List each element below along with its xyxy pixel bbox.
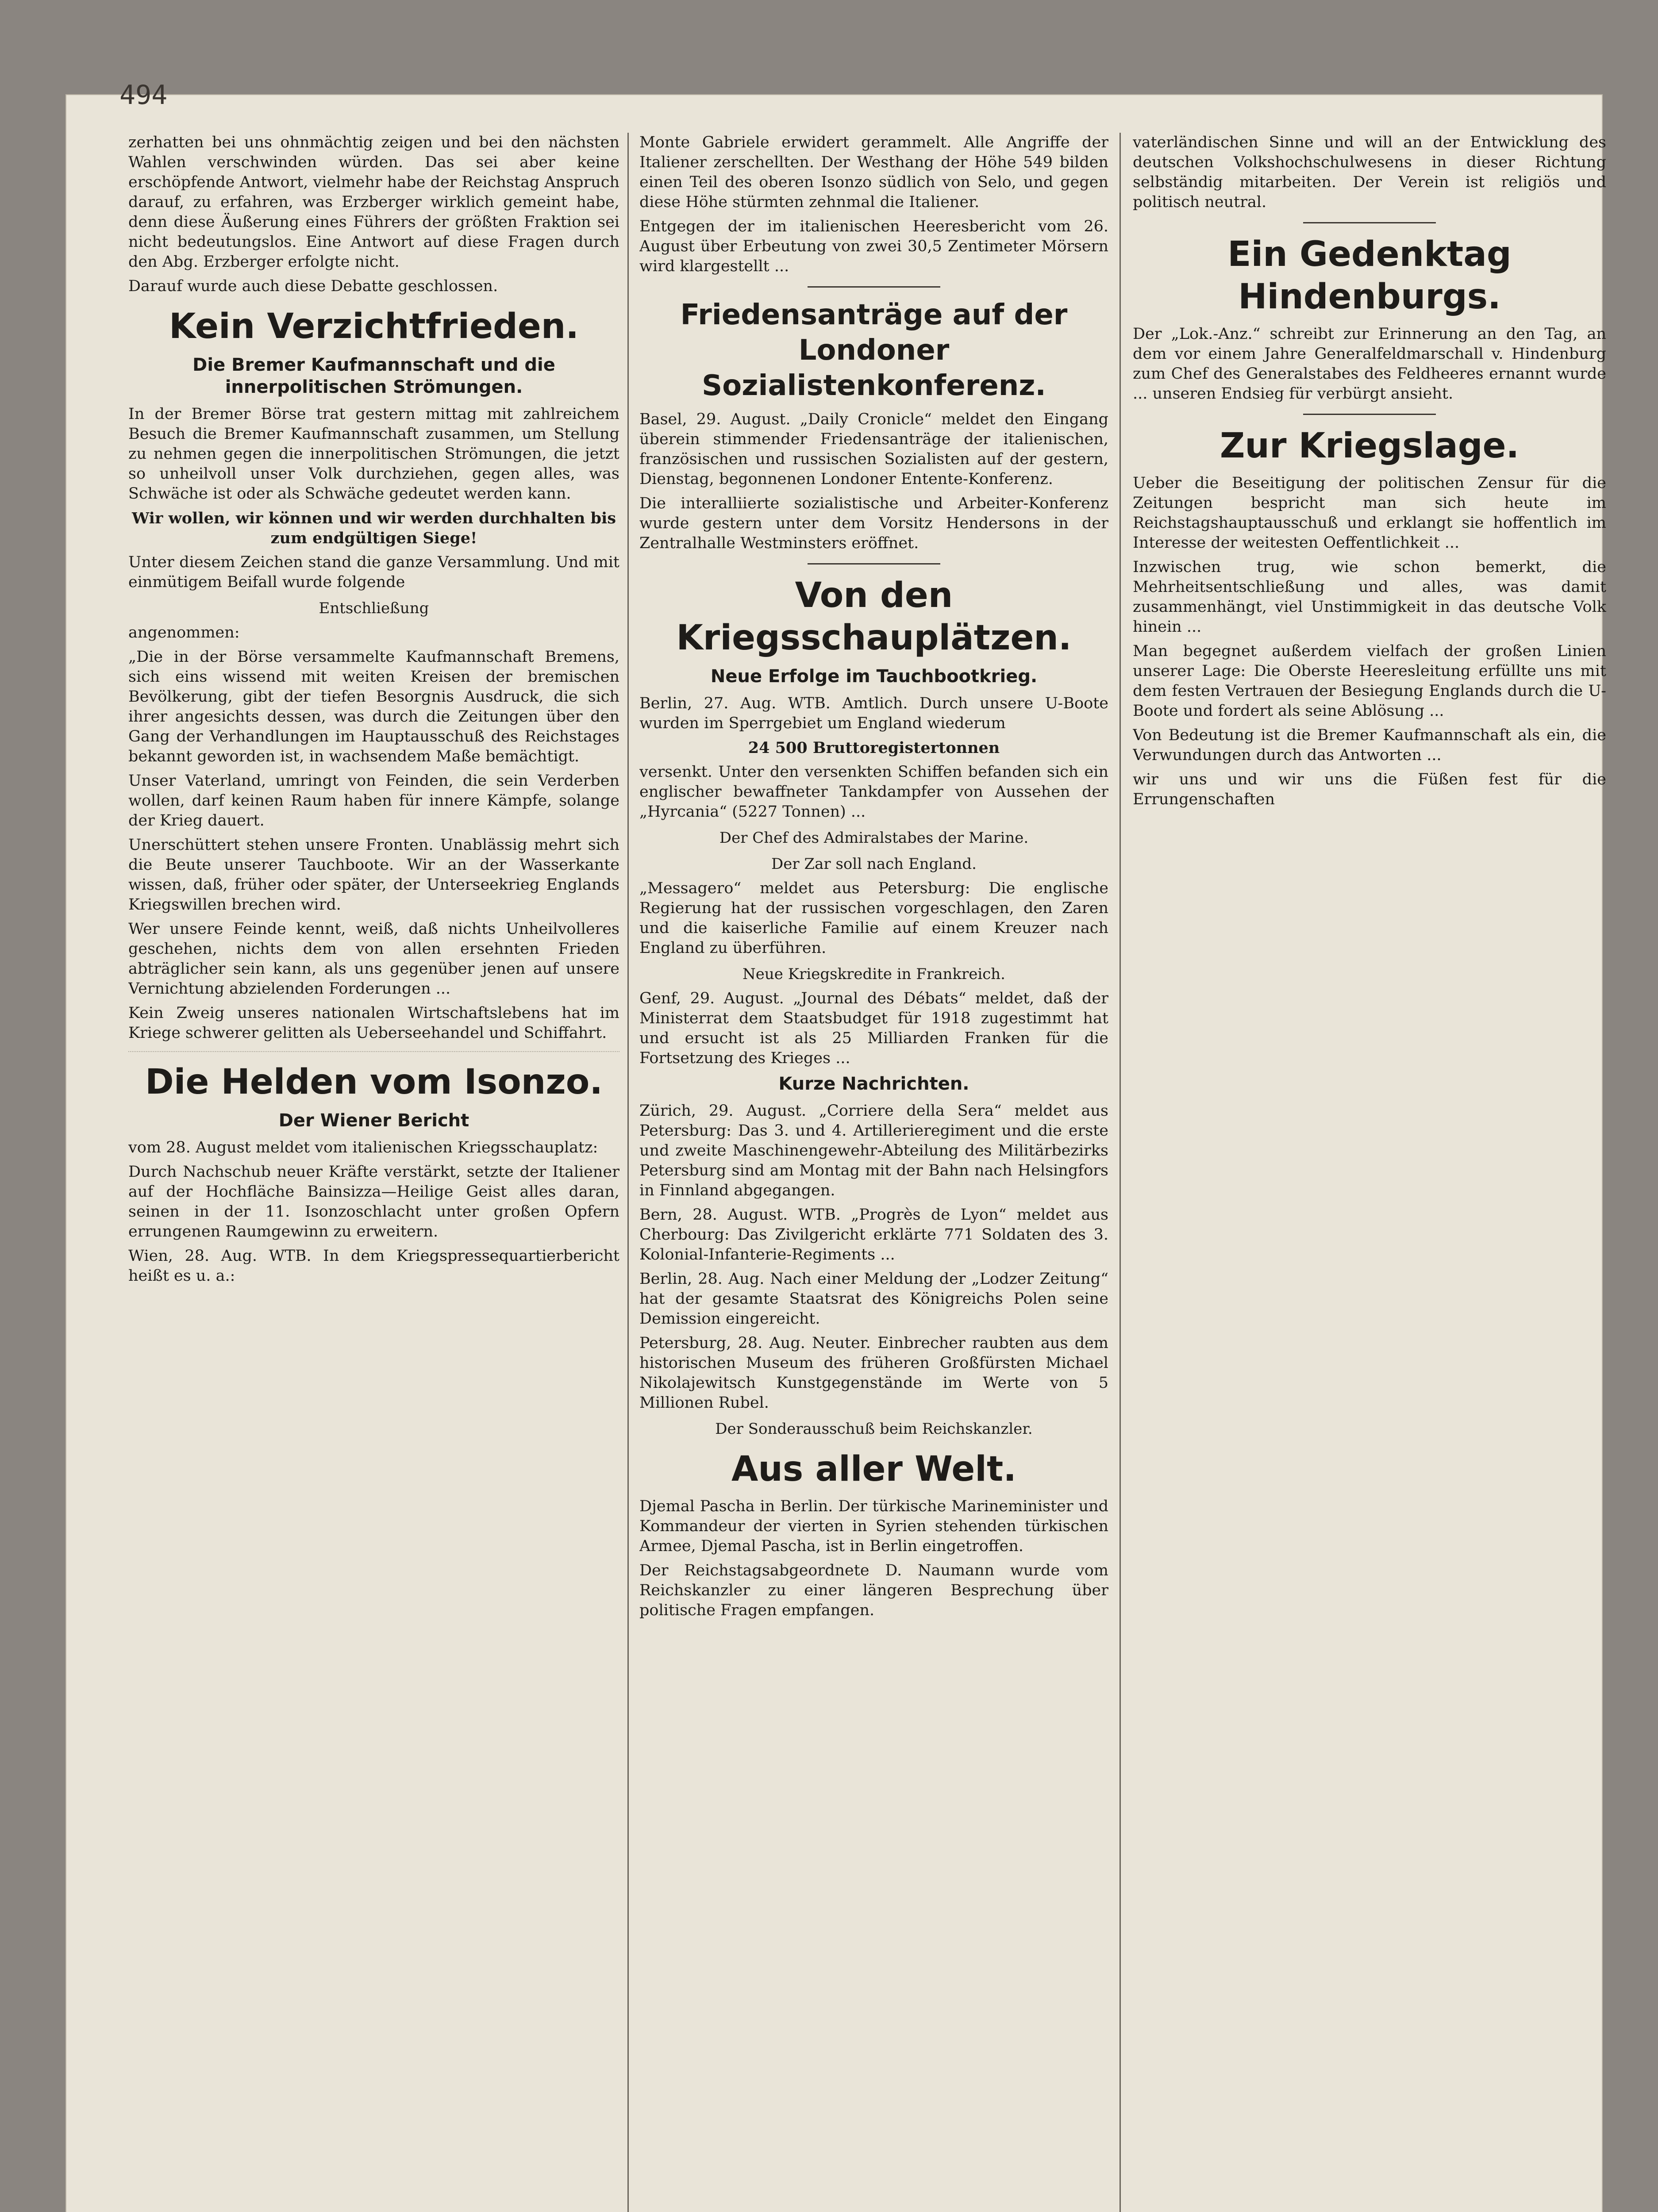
paragraph: wir uns und wir uns die Füßen fest für die Errungenschaften (1133, 771, 1606, 808)
divider (808, 286, 940, 288)
paragraph: „Die in der Börse versammelte Kaufmannschaft Bremens, sich eins wissend mit weiten Kreisen der bremischen Bevölkerung, gibt der tiefen Besorgnis Ausdruck, die sich ihrer angesichts dessen, was durch die Zeitungen über den Gang der Verhandlungen im Hauptausschuß des Reichstages bekannt geworden ist, in wachsendem Maße bemächtigt. (128, 648, 619, 765)
section-heading: Der Zar soll nach England. (771, 855, 977, 873)
column-1 (128, 133, 619, 2212)
paragraph: Genf, 29. August. „Journal des Débats“ meldet, daß der Ministerrat dem Staatsbudget für 1918 zugestimmt hat und ersucht ist als 25 Milliarden Franken für die Fortsetzung des Krieges ... (639, 990, 1108, 1067)
paragraph: Unter diesem Zeichen stand die ganze Versammlung. Und mit einmütigem Beifall wurde folgende (128, 553, 619, 591)
paragraph: versenkt. Unter den versenkten Schiffen befanden sich ein englischer bewaffneter Tankdampfer von Aussehen der „Hyrcania“ (5227 Tonnen) ... (639, 763, 1108, 821)
section-heading: Neue Kriegskredite in Frankreich. (742, 965, 1005, 983)
paragraph: Zürich, 29. August. „Corriere della Sera“ meldet aus Petersburg: Das 3. und 4. Artillerieregiment und die erste und zweite Maschinengewehr-Abteilung des Militärbezirks Petersburg sind am Montag mit der Bahn nach Helsingfors in Finnland abgegangen. (639, 1102, 1108, 1199)
paragraph: Petersburg, 28. Aug. Neuter. Einbrecher raubten aus dem historischen Museum des früheren Großfürsten Michael Nikolajewitsch Kunstgegenstände im Werte von 5 Millionen Rubel. (639, 1334, 1108, 1412)
section-heading: Der Sonderausschuß beim Reichskanzler. (715, 1420, 1033, 1438)
paragraph: Bern, 28. August. WTB. „Progrès de Lyon“ meldet aus Cherbourg: Das Zivilgericht erklärte 771 Soldaten des 3. Kolonial-Infanterie-Regiments ... (639, 1206, 1108, 1263)
entschliessung-heading: Entschließung (319, 599, 429, 617)
quote: Wir wollen, wir können und wir werden durchhalten bis zum endgültigen Siege! (131, 509, 616, 547)
paragraph: „Messagero“ meldet aus Petersburg: Die englische Regierung hat der russischen vorgeschlagen, den Zaren und die kaiserliche Familie auf einem Kreuzer nach England zu überführen. (639, 879, 1108, 957)
paragraph: Unser Vaterland, umringt von Feinden, die sein Verderben wollen, darf keinen Raum haben für innere Kämpfe, solange der Krieg dauert. (128, 772, 619, 830)
paragraph: Wien, 28. Aug. WTB. In dem Kriegspressequartierbericht heißt es u. a.: (128, 1247, 619, 1285)
paragraph: Man begegnet außerdem vielfach der großen Linien unserer Lage: Die Oberste Heeresleitung erfüllte uns mit dem festen Vertrauen der Besiegung Englands durch die U-Boote und fordert als seine Ablösung ... (1133, 642, 1606, 720)
paragraph: Berlin, 27. Aug. WTB. Amtlich. Durch unsere U-Boote wurden im Sperrgebiet um England wiederum (639, 695, 1108, 732)
paragraph: In der Bremer Börse trat gestern mittag mit zahlreichem Besuch die Bremer Kaufmannschaft zusammen, um Stellung zu nehmen gegen die innerpolitischen Strömungen, die jetzt so unheilvoll unser Volk durchziehen, gegen alles, was Schwäche ist oder als Schwäche gedeutet werden kann. (128, 405, 619, 503)
paragraph: Der „Lok.-Anz.“ schreibt zur Erinnerung an den Tag, an dem vor einem Jahre Generalfeldmarschall v. Hindenburg zum Chef des Generalstabes des Feldheeres ernannt wurde ... unseren Endsieg für verbürgt ansieht. (1133, 325, 1606, 403)
subheadline-wiener-bericht: Der Wiener Bericht (278, 1110, 469, 1131)
article-continuation: Monte Gabriele erwidert gerammelt. Alle Angriffe der Italiener zerschellten. Der Westhang der Höhe 549 bilden einen Teil des oberen Isonzo südlich von Selo, und gegen diese Höhe stürmten zehnmal die Italiener. (639, 134, 1108, 211)
paragraph: Unerschüttert stehen unsere Fronten. Unablässig mehrt sich die Beute unserer Tauchboote. Wir an der Wasserkante wissen, daß, früher oder später, der Unterseekrieg Englands Kriegswillen brechen wird. (128, 836, 619, 914)
paragraph: Von Bedeutung ist die Bremer Kaufmannschaft als ein, die Verwundungen durch das Antworten ... (1133, 726, 1606, 764)
column-3 (1133, 133, 1606, 2212)
article-continuation: vaterländischen Sinne und will an der Entwicklung des deutschen Volkshochschulwesens in dieser Richtung selbständig mitarbeiten. Der Verein ist religiös und politisch neutral. (1133, 134, 1606, 211)
headline-friedensantraege: Friedensanträge auf der Londoner Sozialistenkonferenz. (680, 299, 1068, 402)
page-number: 494 (119, 80, 168, 111)
column-rule-1 (627, 133, 629, 2212)
divider (128, 1051, 619, 1052)
paragraph: Die interalliierte sozialistische und Arbeiter-Konferenz wurde gestern unter dem Vorsitz Hendersons in der Zentralhalle Westminsters eröffnet. (639, 495, 1108, 552)
headline-gedenktag-hindenburgs: Ein Gedenktag Hindenburgs. (1227, 234, 1512, 317)
tonnage: 24 500 Bruttoregistertonnen (748, 739, 1000, 757)
paragraph: Basel, 29. August. „Daily Cronicle“ meldet den Eingang überein stimmender Friedensanträge der italienischen, französischen und russischen Sozialisten auf der gestern, Dienstag, begonnenen Londoner Entente-Konferenz. (639, 411, 1108, 488)
headline-kurze-nachrichten: Kurze Nachrichten. (778, 1074, 969, 1094)
paragraph: Entgegen der im italienischen Heeresbericht vom 26. August über Erbeutung von zwei 30,5 Zentimeter Mörsern wird klargestellt ... (639, 218, 1108, 275)
subheadline-bremer: Die Bremer Kaufmannschaft und die innerpolitischen Strömungen. (192, 355, 555, 397)
article-end: Darauf wurde auch diese Debatte geschlossen. (128, 277, 498, 295)
paragraph: Durch Nachschub neuer Kräfte verstärkt, setzte der Italiener auf der Hochfläche Bainsizza—Heilige Geist alles daran, seinen in der 11. Isonzoschlacht unter großen Opfern errungenen Raumgewinn zu erweitern. (128, 1163, 619, 1240)
headline-kein-verzichtfrieden: Kein Verzichtfrieden. (169, 307, 579, 346)
paragraph: Ueber die Beseitigung der politischen Zensur für die Zeitungen bespricht man sich heute im Reichstagshauptausschuß und erklangt sie hoffentlich im Interesse der weitesten Oeffentlichkeit ... (1133, 474, 1606, 552)
paragraph: Berlin, 28. Aug. Nach einer Meldung der „Lodzer Zeitung“ hat der gesamte Staatsrat des Königreichs Polen seine Demission eingereicht. (639, 1270, 1108, 1328)
paragraph: Wer unsere Feinde kennt, weiß, daß nichts Unheilvolleres geschehen, nichts dem von allen ersehnten Frieden abträglicher sein kann, als uns gegenüber jenen auf unsere Vernichtung abzielenden Forderungen ... (128, 920, 619, 998)
paragraph: Kein Zweig unseres nationalen Wirtschaftslebens hat im Kriege schwerer gelitten als Ueberseehandel und Schiffahrt. (128, 1004, 619, 1042)
divider (1303, 222, 1436, 223)
headline-kriegsschauplaetze: Von den Kriegsschauplätzen. (676, 576, 1072, 658)
headline-helden-isonzo: Die Helden vom Isonzo. (145, 1062, 603, 1102)
subheadline-tauchbootkrieg: Neue Erfolge im Tauchbootkrieg. (710, 666, 1038, 687)
article-continuation: zerhatten bei uns ohnmächtig zeigen und bei den nächsten Wahlen verschwinden würden. Das sei aber keine erschöpfende Antwort, vielmehr habe der Reichstag Anspruch darauf, zu erfahren, was Erzberger wirklich gemeint habe, denn diese Äußerung eines Führers der größten Fraktion sei nicht bedeutungslos. Eine Antwort auf diese Fragen durch den Abg. Erzberger erfolgte nicht. (128, 134, 619, 271)
paragraph: angenommen: (128, 624, 240, 641)
column-2 (639, 133, 1108, 2212)
signature: Der Chef des Admiralstabes der Marine. (719, 829, 1029, 847)
paragraph: Djemal Pascha in Berlin. Der türkische Marineminister und Kommandeur der vierten in Syrien stehenden türkischen Armee, Djemal Pascha, ist in Berlin eingetroffen. (639, 1498, 1108, 1555)
column-rule-2 (1119, 133, 1121, 2212)
headline-zur-kriegslage: Zur Kriegslage. (1219, 426, 1520, 466)
divider (808, 563, 940, 565)
headline-aus-aller-welt: Aus aller Welt. (731, 1449, 1016, 1489)
divider (1303, 414, 1436, 415)
paragraph: Inzwischen trug, wie schon bemerkt, die Mehrheitsentschließung und alles, was damit zusammenhängt, viel Unstimmigkeit in das deutsche Volk hinein ... (1133, 558, 1606, 636)
paragraph: vom 28. August meldet vom italienischen Kriegsschauplatz: (128, 1139, 598, 1156)
paragraph: Der Reichstagsabgeordnete D. Naumann wurde vom Reichskanzler zu einer längeren Besprechung über politische Fragen empfangen. (639, 1562, 1108, 1619)
